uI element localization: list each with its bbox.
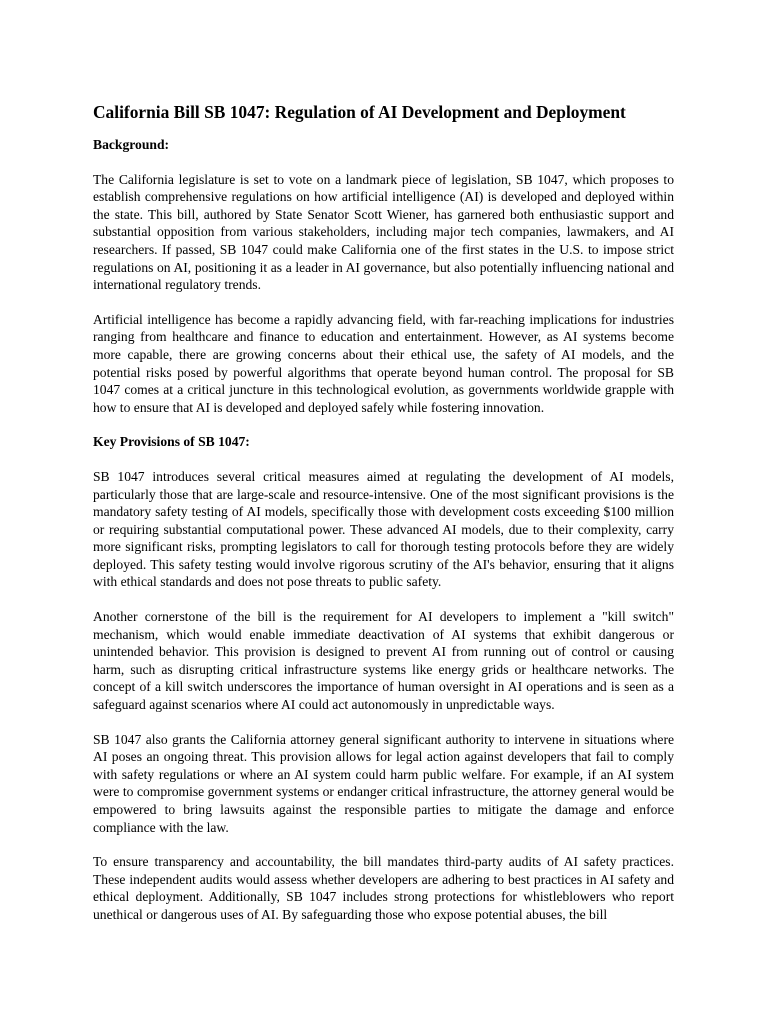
document-title: California Bill SB 1047: Regulation of AI Development and Deployment — [93, 102, 626, 122]
paragraph: The California legislature is set to vote on a landmark piece of legislation, SB 1047, which proposes to establish comprehensive regulations on how artificial intelligence (AI) is developed and deployed within the state. This bill, authored by State Senator Scott Wiener, has garnered both enthusiastic support and substantial opposition from various stakeholders, including major tech companies, lawmakers, and AI researchers. If passed, SB 1047 could make California one of the first states in the U.S. to impose strict regulations on AI, positioning it as a leader in AI governance, but also potentially influencing national and international regulatory trends. — [93, 171, 674, 293]
paragraph: To ensure transparency and accountability, the bill mandates third-party audits of AI safety practices. These independent audits would assess whether developers are adhering to best practices in AI safety and ethical deployment. Additionally, SB 1047 includes strong protections for whistleblowers who report unethical or dangerous uses of AI. By safeguarding those who expose potential abuses, the bill — [93, 854, 674, 922]
paragraph: SB 1047 also grants the California attorney general significant authority to intervene in situations where AI poses an ongoing threat. This provision allows for legal action against developers that fail to comply with safety regulations or where an AI system could harm public welfare. For example, if an AI system were to compromise government systems or endanger critical infrastructure, the attorney general would be empowered to bring lawsuits against the responsible parties to mitigate the damage and enforce compliance with the law. — [93, 731, 674, 835]
paragraph: SB 1047 introduces several critical measures aimed at regulating the development of AI models, particularly those that are large-scale and resource-intensive. One of the most significant provisions is the mandatory safety testing of AI models, specifically those with development costs exceeding $100 million or requiring substantial computational power. These advanced AI models, due to their complexity, carry more significant risks, prompting legislators to call for thorough testing protocols before they are widely deployed. This safety testing would involve rigorous scrutiny of the AI's behavior, ensuring that it aligns with ethical standards and does not pose threats to public safety. — [93, 468, 674, 590]
paragraph: Another cornerstone of the bill is the requirement for AI developers to implement a "kill switch" mechanism, which would enable immediate deactivation of AI systems that exhibit dangerous or unintended behavior. This provision is designed to prevent AI from running out of control or causing harm, such as disrupting critical infrastructure systems like energy grids or healthcare networks. The concept of a kill switch underscores the importance of human oversight in AI operations and is seen as a safeguard against scenarios where AI could act autonomously in unpredictable ways. — [93, 609, 674, 713]
paragraph: Artificial intelligence has become a rapidly advancing field, with far-reaching implications for industries ranging from healthcare and finance to education and entertainment. However, as AI systems become more capable, there are growing concerns about their ethical use, the safety of AI models, and the potential risks posed by powerful algorithms that operate beyond human control. The proposal for SB 1047 comes at a critical juncture in this technological evolution, as governments worldwide grapple with how to ensure that AI is developed and deployed safely while fostering innovation. — [93, 311, 674, 415]
document-page — [93, 101, 674, 941]
section-heading-background: Background: — [93, 137, 170, 152]
section-heading-key-provisions: Key Provisions of SB 1047: — [93, 434, 250, 450]
